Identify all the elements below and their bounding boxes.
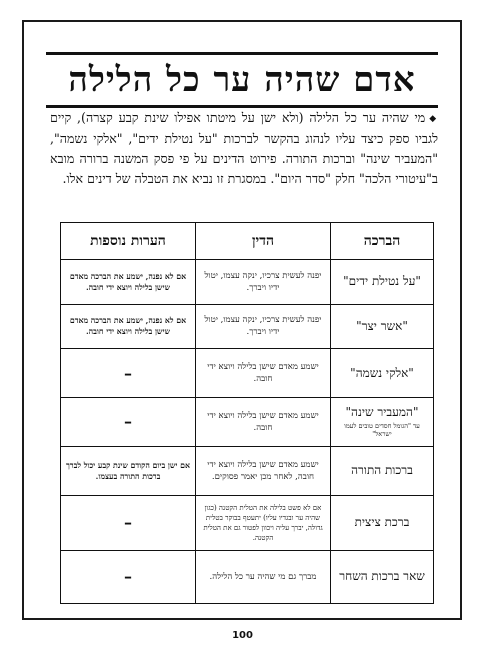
table-header-row <box>61 223 434 260</box>
note-cell: – <box>61 397 196 446</box>
header-notes: הערות נוספות <box>61 223 196 260</box>
header-blessing: הברכה <box>331 223 434 260</box>
blessing-cell <box>331 495 434 550</box>
blessing-name: "המעביר שינה" <box>345 405 419 420</box>
law-cell: יפנה לעשית צרכיו, ינקה עצמו, יטול ידיו ויברך. <box>196 260 331 305</box>
table-row <box>61 397 434 446</box>
table-row <box>61 304 434 349</box>
blessing-cell <box>331 446 434 495</box>
table-row <box>61 446 434 495</box>
note-cell: אם לא נפנה, ישמע את הברכה מאדם שישן בלילה ויוצא ידי חובה. <box>61 260 196 305</box>
rules-table <box>60 222 434 604</box>
law-cell: ישמע מאדם שישן בלילה ויוצא ידי חובה. <box>196 349 331 398</box>
blessing-cell <box>331 349 434 398</box>
blessing-cell <box>331 397 434 446</box>
blessing-name: ברכת ציצית <box>354 515 410 530</box>
table-row <box>61 495 434 550</box>
blessing-subtext: עד "הגומל חסדים טובים לעמו ישראל" <box>344 422 420 439</box>
intro-paragraph <box>50 108 438 189</box>
blessing-name: ברכות התורה <box>351 463 413 478</box>
blessing-cell <box>331 260 434 305</box>
intro-text: מי שהיה ער כל הלילה (ולא ישן על מיטתו אפילו שינת קבע קצרה), קיים לגביו ספק כיצד עליו לנהוג בהקשר לברכות "על נטילת ידים", "אלקי נשמה", "המעביר שינה" וברכות התורה. פירוט הדינים על פי פסק המשנה ברורה מובא ב"עיטורי הלכה" חלק "סדר היום". במסגרת זו נביא את הטבלה של דינים אלו. <box>50 110 438 186</box>
note-cell: – <box>61 349 196 398</box>
blessing-name: "אלקי נשמה" <box>350 365 414 380</box>
table-row <box>61 260 434 305</box>
blessing-name: "אשר יצר" <box>356 318 408 333</box>
law-cell: אם לא פשט בלילה את הטלית הקטנה (כגון שהיה ער ובגדיו עליו) יתעטף בבוקר בטלית גדולה, יברך עליה ויכוון לפטור גם את הטלית הקטנה. <box>196 495 331 550</box>
law-cell: ישמע מאדם שישן בלילה ויוצא ידי חובה, לאחר מכן יאמר פסוקים. <box>196 446 331 495</box>
blessing-name: "על נטילת ידים" <box>343 274 421 289</box>
blessing-cell <box>331 304 434 349</box>
blessing-name: שאר ברכות השחר <box>339 569 425 584</box>
page-title: אדם שהיה ער כל הלילה <box>46 52 438 108</box>
note-cell: – <box>61 495 196 550</box>
note-cell: – <box>61 550 196 603</box>
law-cell: מברך גם מי שהיה ער כל הלילה. <box>196 550 331 603</box>
table-row <box>61 550 434 603</box>
note-cell: אם ישן ביום הקודם שינת קבע יכול לברך ברכות התורה בעצמו. <box>61 446 196 495</box>
page-number: 100 <box>232 630 253 641</box>
law-cell: יפנה לעשית צרכיו, ינקה עצמו, יטול ידיו ויברך. <box>196 304 331 349</box>
law-cell: ישמע מאדם שישן בלילה ויוצא ידי חובה. <box>196 397 331 446</box>
note-cell: אם לא נפנה, ישמע את הברכה מאדם שישן בלילה ויוצא ידי חובה. <box>61 304 196 349</box>
table-row <box>61 349 434 398</box>
diamond-bullet-icon: ◆ <box>429 113 438 124</box>
blessing-cell <box>331 550 434 603</box>
header-law: הדין <box>196 223 331 260</box>
